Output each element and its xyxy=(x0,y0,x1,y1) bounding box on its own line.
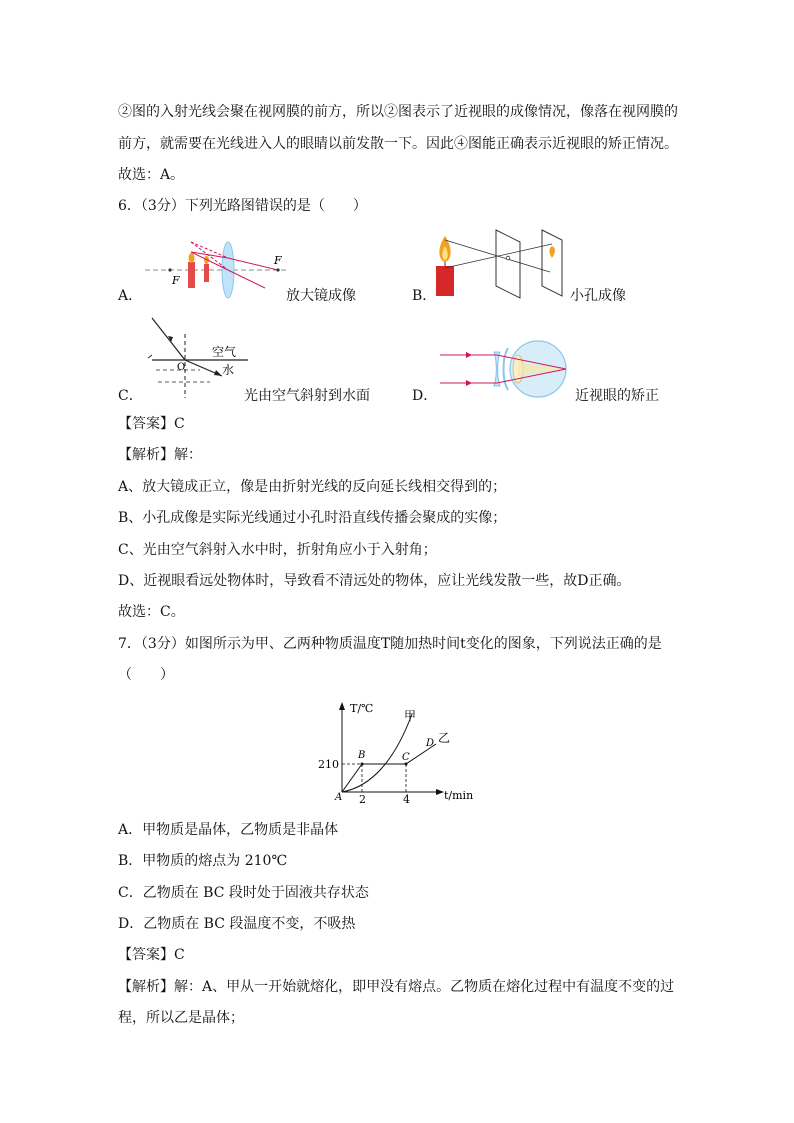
focal-point-right: F xyxy=(274,254,282,267)
graph-y-label: T/℃ xyxy=(350,702,374,715)
graph-x-tick-2: 2 xyxy=(359,793,366,804)
graph-x-label: t/min xyxy=(444,789,474,802)
temperature-time-graph xyxy=(314,700,484,804)
q6-option-b-letter: B． xyxy=(412,288,437,304)
q7-option-d: D．乙物质在 BC 段温度不变，不吸热 xyxy=(118,916,356,932)
q6-option-d-caption: 近视眼的矫正 xyxy=(575,388,659,404)
q6-option-c-letter: C． xyxy=(118,388,143,404)
q6-conclusion: 故选：C。 xyxy=(118,604,185,620)
eye-correction-diagram xyxy=(436,338,576,400)
intro-line-2: 前方，就需要在光线进入人的眼睛以前发散一下。因此④图能正确表示近视眼的矫正情况。 xyxy=(118,136,678,152)
pinhole-diagram xyxy=(432,222,582,300)
q7-analysis-line-1: 【解析】解：A、甲从一开始就熔化，即甲没有熔点。乙物质在熔化过程中有温度不变的过 xyxy=(118,979,675,995)
q6-option-c-caption: 光由空气斜射到水面 xyxy=(244,388,370,404)
graph-series-yi: 乙 xyxy=(438,731,451,745)
q6-stem: 6．（3分）下列光路图错误的是（ ） xyxy=(118,198,367,214)
q6-option-a-letter: A． xyxy=(118,288,143,304)
q6-analysis-line-d: D、近视眼看远处物体时，导致看不清远处的物体，应让光线发散一些，故D正确。 xyxy=(118,573,631,589)
graph-y-tick-210: 210 xyxy=(318,758,339,771)
q6-option-d-letter: D． xyxy=(412,388,438,404)
q6-analysis-line-a: A、放大镜成正立，像是由折射光线的反向延长线相交得到的； xyxy=(118,479,507,495)
focal-point-left: F xyxy=(172,274,180,287)
q7-stem: 7．（3分）如图所示为甲、乙两种物质温度T随加热时间t变化的图象，下列说法正确的是 xyxy=(118,636,662,652)
intro-line-1: ②图的入射光线会聚在视网膜的前方，所以②图表示了近视眼的成像情况，像落在视网膜的 xyxy=(118,104,678,120)
water-label: 水 xyxy=(222,363,235,377)
point-o-label: O xyxy=(177,362,186,373)
graph-series-jia: 甲 xyxy=(404,709,417,723)
magnifier-diagram xyxy=(140,240,290,302)
q7-option-b: B．甲物质的熔点为 210℃ xyxy=(118,853,288,869)
q7-analysis-line-2: 程，所以乙是晶体； xyxy=(118,1010,244,1026)
q6-analysis-line-b: B、小孔成像是实际光线通过小孔时沿直线传播会聚成的实像； xyxy=(118,510,507,526)
graph-point-d: D xyxy=(426,738,435,749)
q6-analysis-line-c: C、光由空气斜射入水中时，折射角应小于入射角； xyxy=(118,542,437,558)
q6-option-b-caption: 小孔成像 xyxy=(570,288,626,304)
refraction-diagram xyxy=(140,312,250,400)
air-label: 空气 xyxy=(212,345,237,359)
intro-line-3: 故选：A。 xyxy=(118,167,185,183)
q7-answer: 【答案】C xyxy=(118,947,185,963)
q6-option-a-caption: 放大镜成像 xyxy=(286,288,356,304)
q6-analysis: 【解析】解： xyxy=(118,447,202,463)
graph-point-b: B xyxy=(358,750,366,761)
graph-point-c: C xyxy=(402,752,410,763)
q7-option-c: C．乙物质在 BC 段时处于固液共存状态 xyxy=(118,885,369,901)
graph-x-tick-4: 4 xyxy=(403,793,410,804)
q7-option-a: A．甲物质是晶体，乙物质是非晶体 xyxy=(118,822,339,838)
graph-point-a: A xyxy=(335,792,343,803)
q7-stem-bracket: （ ） xyxy=(118,667,174,683)
q6-answer: 【答案】C xyxy=(118,416,185,432)
